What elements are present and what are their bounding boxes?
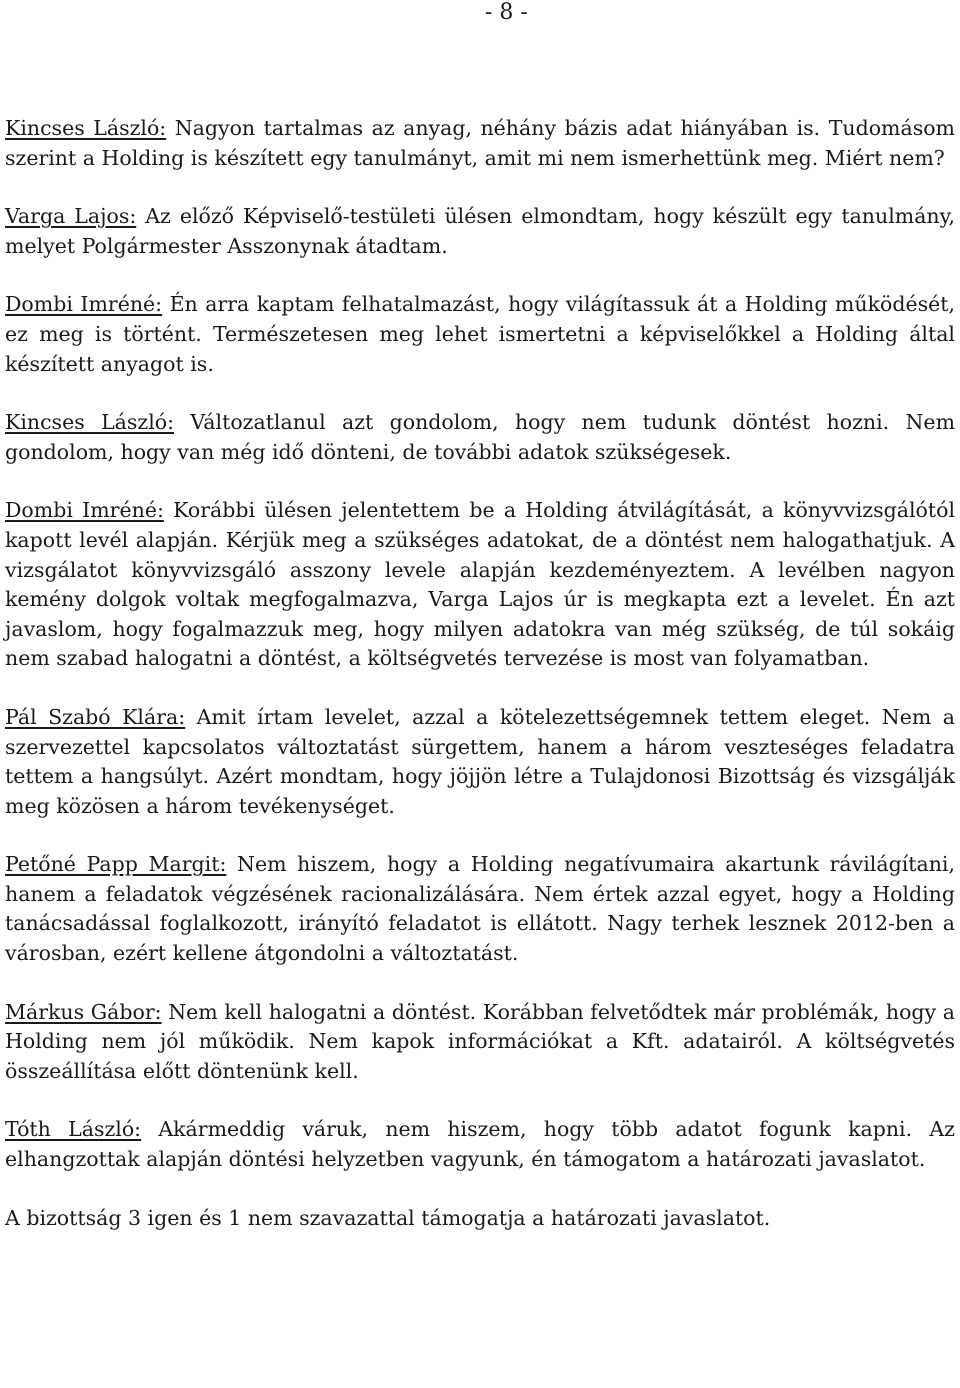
speech-paragraph bbox=[5, 703, 955, 821]
speech-paragraph bbox=[5, 496, 955, 674]
speech-text: Változatlanul azt gondolom, hogy nem tudunk döntést hozni. Nem gondolom, hogy van még idő dönteni, de további adatok szükségesek. bbox=[5, 410, 956, 464]
speech-paragraph bbox=[5, 1115, 955, 1174]
speaker-name: Tóth László: bbox=[5, 1117, 142, 1142]
document-page: - 8 - Kincses László: Nagyon tartalmas az anyag, néhány bázis adat hiányában is. Tudomásom szerint a Holding is készített egy tanulmányt, amit mi nem ismerhettünk meg. Miért nem? Varga Lajos: Az előző Képviselő-testületi ülésen elmondtam, hogy készült egy tanulmány, melyet Polgármester Asszonynak átadtam. Dombi Imréné: Én arra kaptam felhatalmazást, hogy világítassuk át a Holding működését, ez meg is történt. Természetesen meg lehet ismertetni a képviselőkkel a Holding által készített anyagot is. Kincses László: Változatlanul azt gondolom, hogy nem tudunk döntést hozni. Nem gondolom, hogy van még idő dönteni, de további adatok szükségesek. Dombi Imréné: Korábbi ülésen jelentettem be a Holding átvilágítását, a könyvvizsgálótól kapott levél alapján. Kérjük meg a szükséges adatokat, de a döntést nem halogathatjuk. A vizsgálatot könyvvizsgáló asszony levele alapján kezdeményeztem. A levélben nagyon kemény dolgok voltak megfogalmazva, Varga Lajos úr is megkapta ezt a levelet. Én azt javaslom, hogy fogalmazzuk meg, hogy milyen adatokra van még szükség, de túl sokáig nem szabad halogatni a döntést, a költségvetés tervezése is most van folyamatban. Pál Szabó Klára: Amit írtam levelet, azzal a kötelezettségemnek tettem eleget. Nem a szervezettel kapcsolatos változtatást sürgettem, hanem a három veszteséges feladatra tettem a hangsúlyt. Azért mondtam, hogy jöjjön létre a Tulajdonosi Bizottság és vizsgálják meg közösen a három tevékenységet. Petőné Papp Margit: Nem hiszem, hogy a Holding negatívumaira akartunk rávilágítani, hanem a feladatok végzésének racionalizálására. Nem értek azzal egyet, hogy a Holding tanácsadással foglalkozott, irányító feladatot is ellátott. Nagy terhek lesznek 2012-ben a városban, ezért kellene átgondolni a változtatást. Márkus Gábor: Nem kell halogatni a döntést. Korábban felvetődtek már problémák, hogy a Holding nem jól működik. Nem kapok információkat a Kft. adatairól. A költségvetés összeállítása előtt döntenünk kell. Tóth László: Akármeddig váruk, nem hiszem, hogy több adatot fogunk kapni. Az elhangzottak alapján döntési helyzetben vagyunk, én támogatom a határozati javaslatot. A bizottság 3 igen és 1 nem szavazattal támogatja a határozati javaslatot. bbox=[5, 0, 955, 1233]
speech-paragraph bbox=[5, 202, 955, 261]
speaker-name: Varga Lajos: bbox=[5, 204, 137, 229]
speech-text: Nem kell halogatni a döntést. Korábban felvetődtek már problémák, hogy a Holding nem jól működik. Nem kapok információkat a Kft. adatairól. A költségvetés összeállítása előtt döntenünk kell. bbox=[5, 999, 955, 1083]
speech-paragraph bbox=[5, 290, 955, 379]
speech-text: Nem hiszem, hogy a Holding negatívumaira akartunk rávilágítani, hanem a feladatok végzésének racionalizálására. Nem értek azzal egyet, hogy a Holding tanácsadással foglalkozott, irányító feladatot is ellátott. Nagy terhek lesznek 2012-ben a városban, ezért kellene átgondolni a változtatást. bbox=[5, 852, 955, 966]
speaker-name: Márkus Gábor: bbox=[5, 999, 162, 1024]
speech-text: Az előző Képviselő-testületi ülésen elmondtam, hogy készült egy tanulmány, melyet Polgármester Asszonynak átadtam. bbox=[5, 204, 956, 258]
speech-text: Én arra kaptam felhatalmazást, hogy világítassuk át a Holding működését, ez meg is történt. Természetesen meg lehet ismertetni a képviselőkkel a Holding által készített anyagot is. bbox=[5, 292, 955, 376]
speaker-name: Pál Szabó Klára: bbox=[5, 704, 186, 729]
speech-text: Nagyon tartalmas az anyag, néhány bázis adat hiányában is. Tudomásom szerint a Holding is készített egy tanulmányt, amit mi nem ismerhettünk meg. Miért nem? bbox=[5, 116, 955, 170]
speech-paragraph bbox=[5, 850, 955, 968]
speaker-name: Dombi Imréné: bbox=[5, 292, 163, 317]
speaker-name: Kincses László: bbox=[5, 116, 167, 140]
speaker-name: Dombi Imréné: bbox=[5, 498, 164, 523]
speaker-name: Petőné Papp Margit: bbox=[5, 852, 227, 877]
speech-text: Akármeddig váruk, nem hiszem, hogy több adatot fogunk kapni. Az elhangzottak alapján döntési helyzetben vagyunk, én támogatom a határozati javaslatot. bbox=[5, 1117, 955, 1172]
speech-paragraph bbox=[5, 998, 955, 1087]
speech-text: Amit írtam levelet, azzal a kötelezettségemnek tettem eleget. Nem a szervezettel kapcsolatos változtatást sürgettem, hanem a három veszteséges feladatra tettem a hangsúlyt. Azért mondtam, hogy jöjjön létre a Tulajdonosi Bizottság és vizsgálják meg közösen a három tevékenységet. bbox=[5, 704, 955, 818]
speaker-name: Kincses László: bbox=[5, 410, 175, 435]
speech-paragraph bbox=[5, 408, 955, 467]
conclusion: A bizottság 3 igen és 1 nem szavazattal támogatja a határozati javaslatot. bbox=[5, 1205, 771, 1230]
speech-text: Korábbi ülésen jelentettem be a Holding átvilágítását, a könyvvizsgálótól kapott levél alapján. Kérjük meg a szükséges adatokat, de a döntést nem halogathatjuk. A vizsgálatot könyvvizsgáló asszony levele alapján kezdeményeztem. A levélben nagyon kemény dolgok voltak megfogalmazva, Varga Lajos úr is megkapta ezt a levelet. Én azt javaslom, hogy fogalmazzuk meg, hogy milyen adatokra van még szükség, de túl sokáig nem szabad halogatni a döntést, a költségvetés tervezése is most van folyamatban. bbox=[5, 498, 956, 671]
speech-paragraph bbox=[5, 114, 955, 173]
